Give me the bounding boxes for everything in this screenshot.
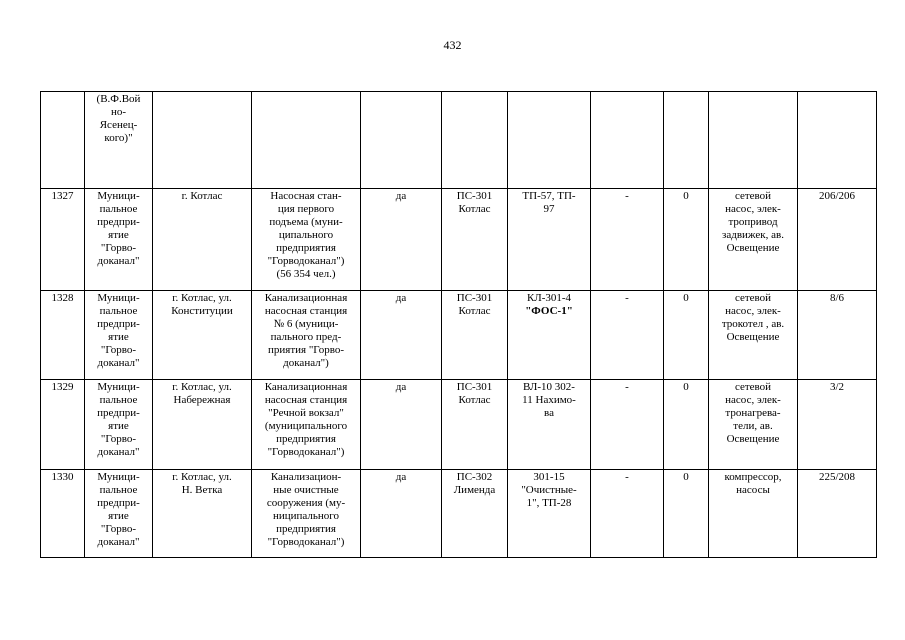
page-number: 432	[443, 38, 462, 52]
cell-line-text: ВЛ-10 302- 11 Нахимо- ва	[522, 381, 576, 419]
cell-num-text: 1327	[51, 190, 74, 202]
cell-zero-text: 0	[683, 292, 689, 304]
cell-line	[508, 470, 591, 558]
cell-substation-text: ПС-301 Котлас	[456, 381, 493, 406]
cell-object-text: Канализационная насосная станция "Речной вокзал" (муниципального предприятия "Горводоканал")	[264, 381, 348, 458]
cell-power	[798, 470, 877, 558]
cell-num	[41, 92, 85, 189]
cell-org	[85, 291, 153, 380]
table-row	[41, 291, 877, 380]
cell-num	[41, 470, 85, 558]
cell-line	[508, 92, 591, 189]
cell-org-text: Муници- пальное предпри- ятие "Горво- доканал"	[97, 381, 140, 458]
cell-dash-text: -	[625, 292, 629, 304]
cell-power-text: 8/6	[829, 292, 845, 304]
cell-address	[153, 380, 252, 470]
cell-flag	[361, 470, 442, 558]
facilities-table	[40, 91, 877, 558]
cell-line-text: ТП-57, ТП- 97	[522, 190, 576, 215]
cell-power	[798, 291, 877, 380]
cell-flag-text: да	[395, 292, 407, 304]
cell-num-text: 1329	[51, 381, 74, 393]
cell-flag-text: да	[395, 190, 407, 202]
cell-power	[798, 92, 877, 189]
cell-address	[153, 92, 252, 189]
cell-dash	[591, 189, 664, 291]
cell-address-text: г. Котлас, ул. Конституции	[171, 292, 233, 317]
cell-num	[41, 291, 85, 380]
cell-zero	[664, 470, 709, 558]
cell-flag	[361, 291, 442, 380]
cell-org-text: Муници- пальное предпри- ятие "Горво- доканал"	[97, 471, 140, 548]
cell-dash-text: -	[625, 381, 629, 393]
cell-equipment	[709, 92, 798, 189]
cell-line-text: 301-15 "Очистные- 1", ТП-28	[521, 471, 577, 509]
cell-object	[252, 380, 361, 470]
cell-dash	[591, 380, 664, 470]
cell-power	[798, 380, 877, 470]
cell-zero	[664, 189, 709, 291]
cell-object	[252, 189, 361, 291]
cell-address-text: г. Котлас, ул. Набережная	[172, 381, 232, 406]
cell-equipment-text: сетевой насос, элек- трокотел , ав. Освещение	[721, 292, 785, 343]
cell-zero	[664, 380, 709, 470]
cell-address-text: г. Котлас, ул. Н. Ветка	[172, 471, 232, 496]
cell-org-text: Муници- пальное предпри- ятие "Горво- доканал"	[97, 190, 140, 267]
cell-power	[798, 189, 877, 291]
cell-line-bold-text: "ФОС-1"	[525, 305, 573, 317]
cell-line	[508, 380, 591, 470]
cell-object	[252, 470, 361, 558]
cell-address-text: г. Котлас	[181, 190, 223, 202]
cell-org	[85, 92, 153, 189]
cell-substation	[442, 291, 508, 380]
cell-flag	[361, 92, 442, 189]
cell-org-text: Муници- пальное предпри- ятие "Горво- доканал"	[97, 292, 140, 369]
cell-dash	[591, 470, 664, 558]
cell-equipment-text: компрессор, насосы	[724, 471, 782, 496]
cell-num	[41, 380, 85, 470]
cell-org-text: (В.Ф.Вой но- Ясенец- кого)"	[96, 93, 141, 144]
cell-num	[41, 189, 85, 291]
cell-address	[153, 189, 252, 291]
cell-dash-text: -	[625, 471, 629, 483]
cell-substation-text: ПС-301 Котлас	[456, 190, 493, 215]
cell-equipment-text: сетевой насос, элек- тронагрева- тели, ав. Освещение	[725, 381, 781, 445]
cell-power-text: 206/206	[818, 190, 856, 202]
cell-equipment-text: сетевой насос, элек- тропривод задвижек, ав. Освещение	[722, 190, 784, 254]
cell-zero	[664, 92, 709, 189]
cell-flag	[361, 189, 442, 291]
cell-org	[85, 380, 153, 470]
cell-object-text: Насосная стан- ция первого подъема (муни- ципального предприятия "Горводоканал") (56 354 чел.)	[267, 190, 345, 280]
cell-line-text: КЛ-301-4	[526, 292, 572, 304]
cell-equipment	[709, 291, 798, 380]
cell-org	[85, 470, 153, 558]
cell-line	[508, 189, 591, 291]
cell-flag-text: да	[395, 381, 407, 393]
cell-zero	[664, 291, 709, 380]
table-row	[41, 189, 877, 291]
cell-org	[85, 189, 153, 291]
cell-substation-text: ПС-302 Лимендa	[453, 471, 496, 496]
cell-line	[508, 291, 591, 380]
cell-substation	[442, 470, 508, 558]
cell-object	[252, 92, 361, 189]
cell-flag	[361, 380, 442, 470]
cell-address	[153, 470, 252, 558]
cell-power-text: 225/208	[818, 471, 856, 483]
cell-object-text: Канализацион- ные очистные сооружения (му- ниципального предприятия "Горводоканал")	[266, 471, 346, 548]
cell-object	[252, 291, 361, 380]
cell-equipment	[709, 470, 798, 558]
cell-equipment	[709, 380, 798, 470]
cell-object-text: Канализационная насосная станция № 6 (муници- пального пред- приятия "Горво- доканал")	[264, 292, 348, 369]
cell-dash-text: -	[625, 190, 629, 202]
cell-zero-text: 0	[683, 190, 689, 202]
cell-num-text: 1328	[51, 292, 74, 304]
cell-equipment	[709, 189, 798, 291]
cell-zero-text: 0	[683, 381, 689, 393]
table-row	[41, 470, 877, 558]
cell-substation	[442, 92, 508, 189]
table-row-continuation	[41, 92, 877, 189]
cell-power-text: 3/2	[829, 381, 845, 393]
table-row	[41, 380, 877, 470]
cell-substation	[442, 380, 508, 470]
cell-dash	[591, 291, 664, 380]
cell-address	[153, 291, 252, 380]
cell-substation-text: ПС-301 Котлас	[456, 292, 493, 317]
cell-num-text: 1330	[51, 471, 74, 483]
cell-zero-text: 0	[683, 471, 689, 483]
cell-dash	[591, 92, 664, 189]
cell-substation	[442, 189, 508, 291]
cell-flag-text: да	[395, 471, 407, 483]
